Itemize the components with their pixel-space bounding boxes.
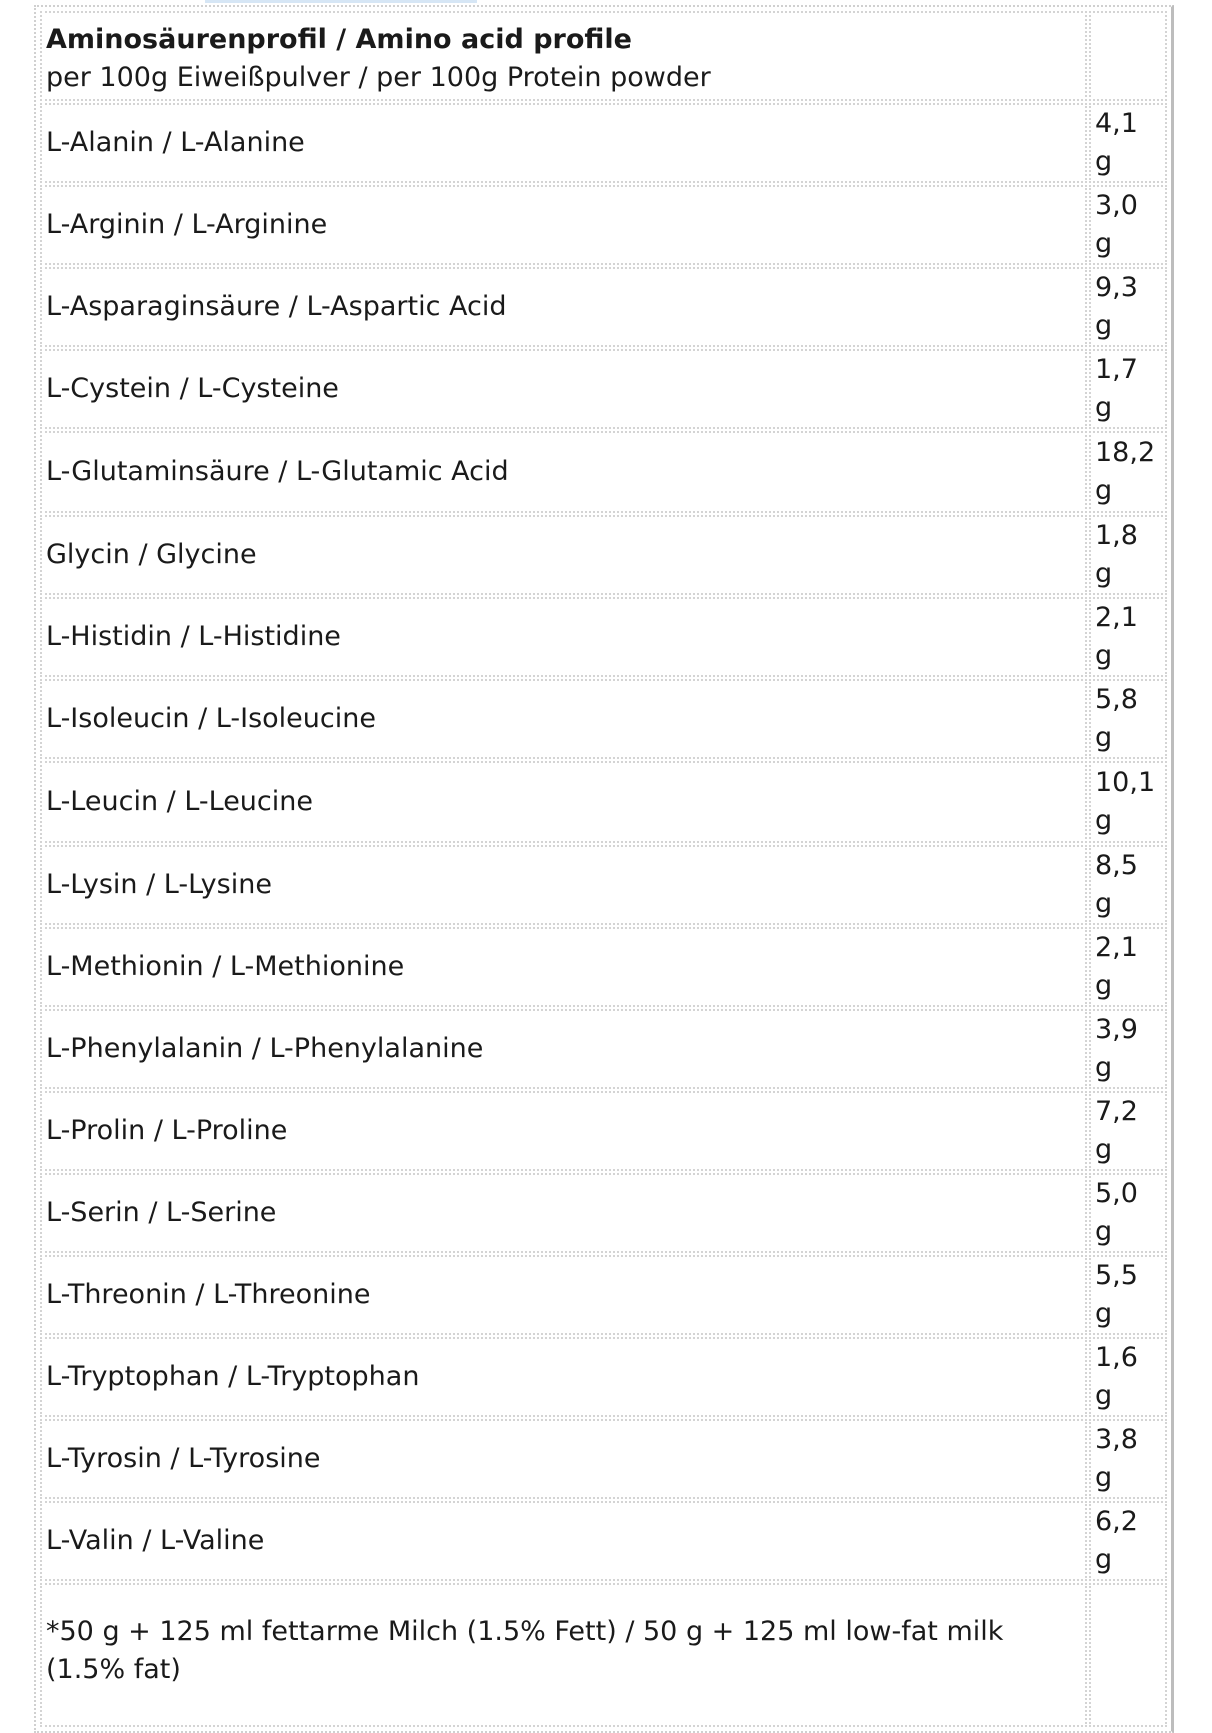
amino-acid-name: L-Histidin / L-Histidine xyxy=(40,597,1087,677)
amino-acid-table xyxy=(38,9,1169,1729)
amino-acid-name: Glycin / Glycine xyxy=(40,515,1087,595)
amino-acid-amount: 10,1 g xyxy=(1089,761,1167,843)
amino-acid-amount: 1,6 g xyxy=(1089,1337,1167,1417)
amino-acid-name: L-Tryptophan / L-Tryptophan xyxy=(40,1337,1087,1417)
amino-acid-amount: 3,0 g xyxy=(1089,185,1167,265)
amino-acid-name: L-Cystein / L-Cysteine xyxy=(40,349,1087,429)
amino-acid-name: L-Arginin / L-Arginine xyxy=(40,185,1087,265)
table-row xyxy=(40,1419,1167,1499)
table-row xyxy=(40,103,1167,183)
amino-acid-amount: 2,1 g xyxy=(1089,597,1167,677)
amino-acid-name: L-Phenylalanin / L-Phenylalanine xyxy=(40,1009,1087,1089)
amino-acid-amount: 6,2 g xyxy=(1089,1501,1167,1581)
amino-acid-amount: 1,7 g xyxy=(1089,349,1167,429)
amino-acid-amount: 3,9 g xyxy=(1089,1009,1167,1089)
amino-acid-name: L-Lysin / L-Lysine xyxy=(40,845,1087,925)
top-accent-strip xyxy=(205,0,477,3)
table-row xyxy=(40,1337,1167,1417)
table-row xyxy=(40,267,1167,347)
amino-acid-name: L-Tyrosin / L-Tyrosine xyxy=(40,1419,1087,1499)
amino-acid-amount: 5,0 g xyxy=(1089,1173,1167,1253)
amino-acid-table-body xyxy=(40,11,1167,1727)
amino-acid-amount: 5,5 g xyxy=(1089,1255,1167,1335)
table-header-cell xyxy=(40,11,1087,101)
amino-acid-amount: 3,8 g xyxy=(1089,1419,1167,1499)
amino-acid-amount: 2,1 g xyxy=(1089,927,1167,1007)
table-title: Aminosäurenprofil / Amino acid profile xyxy=(46,24,632,55)
footnote-row xyxy=(40,1583,1167,1727)
table-row xyxy=(40,1091,1167,1171)
table-row xyxy=(40,845,1167,925)
table-row xyxy=(40,515,1167,595)
table-row xyxy=(40,597,1167,677)
amino-acid-table-container xyxy=(34,5,1174,1733)
table-row xyxy=(40,679,1167,759)
amino-acid-name: L-Serin / L-Serine xyxy=(40,1173,1087,1253)
amino-acid-name: L-Glutaminsäure / L-Glutamic Acid xyxy=(40,431,1087,513)
amino-acid-name: L-Threonin / L-Threonine xyxy=(40,1255,1087,1335)
amino-acid-name: L-Prolin / L-Proline xyxy=(40,1091,1087,1171)
table-row xyxy=(40,1173,1167,1253)
footnote: *50 g + 125 ml fettarme Milch (1.5% Fett) / 50 g + 125 ml low-fat milk (1.5% fat) xyxy=(40,1583,1087,1727)
amino-acid-amount: 18,2 g xyxy=(1089,431,1167,513)
amino-acid-amount: 4,1 g xyxy=(1089,103,1167,183)
table-row xyxy=(40,349,1167,429)
table-row xyxy=(40,927,1167,1007)
amino-acid-amount: 9,3 g xyxy=(1089,267,1167,347)
table-row xyxy=(40,761,1167,843)
table-header-value-cell xyxy=(1089,11,1167,101)
amino-acid-name: L-Methionin / L-Methionine xyxy=(40,927,1087,1007)
table-row xyxy=(40,185,1167,265)
amino-acid-amount: 5,8 g xyxy=(1089,679,1167,759)
amino-acid-name: L-Leucin / L-Leucine xyxy=(40,761,1087,843)
table-row xyxy=(40,1009,1167,1089)
footnote-value-cell xyxy=(1089,1583,1167,1727)
table-row xyxy=(40,1501,1167,1581)
amino-acid-amount: 1,8 g xyxy=(1089,515,1167,595)
amino-acid-name: L-Isoleucin / L-Isoleucine xyxy=(40,679,1087,759)
table-row xyxy=(40,1255,1167,1335)
table-header-row xyxy=(40,11,1167,101)
amino-acid-name: L-Alanin / L-Alanine xyxy=(40,103,1087,183)
table-row xyxy=(40,431,1167,513)
table-subtitle: per 100g Eiweißpulver / per 100g Protein powder xyxy=(46,62,711,93)
amino-acid-amount: 8,5 g xyxy=(1089,845,1167,925)
amino-acid-name: L-Valin / L-Valine xyxy=(40,1501,1087,1581)
amino-acid-amount: 7,2 g xyxy=(1089,1091,1167,1171)
amino-acid-name: L-Asparaginsäure / L-Aspartic Acid xyxy=(40,267,1087,347)
